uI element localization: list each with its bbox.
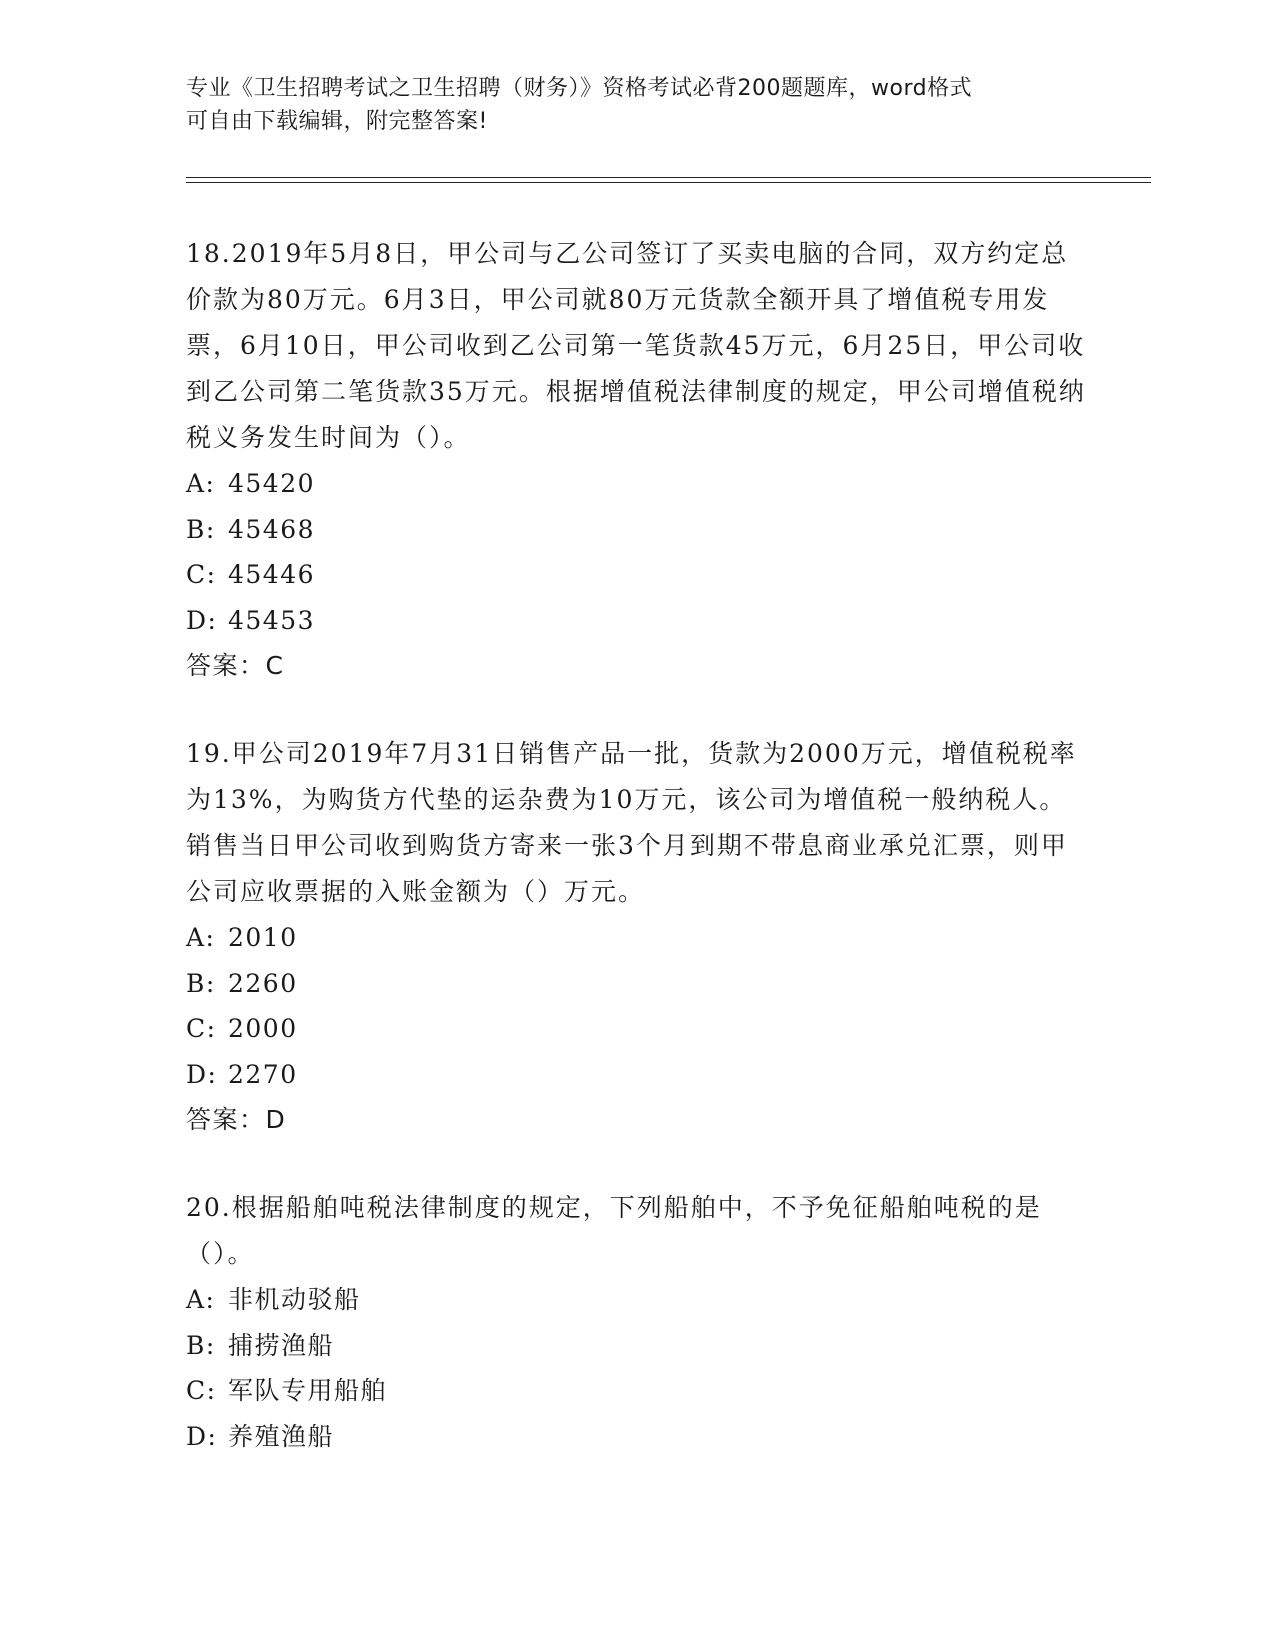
option-letter: B: bbox=[186, 1330, 216, 1360]
option-letter: A: bbox=[186, 1285, 216, 1314]
option-d bbox=[186, 1052, 1086, 1098]
option-c bbox=[186, 1006, 1086, 1052]
option-text: 45446 bbox=[228, 560, 316, 589]
option-d bbox=[186, 598, 1086, 644]
option-letter: A: bbox=[186, 469, 216, 498]
option-c bbox=[186, 552, 1086, 598]
question-20 bbox=[186, 1185, 1086, 1459]
option-letter: B: bbox=[186, 968, 216, 998]
answer-label: 答案：C bbox=[186, 651, 285, 680]
option-b bbox=[186, 1323, 1086, 1369]
option-b bbox=[186, 507, 1086, 553]
option-letter: C: bbox=[186, 1014, 217, 1043]
option-a bbox=[186, 915, 1086, 961]
option-text: 45420 bbox=[228, 469, 316, 498]
option-text: 2270 bbox=[228, 1059, 298, 1089]
option-text: 2010 bbox=[228, 923, 298, 952]
option-letter: A: bbox=[186, 923, 216, 952]
option-a bbox=[186, 461, 1086, 507]
option-text: 45453 bbox=[228, 605, 316, 635]
option-letter: D: bbox=[186, 1421, 218, 1451]
question-18 bbox=[186, 231, 1086, 689]
header-divider-bottom bbox=[186, 182, 1151, 183]
header-divider-top bbox=[186, 177, 1151, 178]
option-letter: C: bbox=[186, 1376, 217, 1405]
header-line-1: 专业《卫生招聘考试之卫生招聘（财务）》资格考试必背200题题库，word格式 bbox=[186, 76, 973, 101]
option-text: 养殖渔船 bbox=[228, 1421, 335, 1451]
option-text: 45468 bbox=[228, 514, 316, 544]
option-text: 2260 bbox=[228, 968, 298, 998]
option-text: 捕捞渔船 bbox=[228, 1330, 335, 1360]
answer-label: 答案：D bbox=[186, 1105, 287, 1134]
option-a bbox=[186, 1277, 1086, 1323]
option-text: 军队专用船舶 bbox=[228, 1376, 388, 1405]
option-c bbox=[186, 1368, 1086, 1414]
option-letter: D: bbox=[186, 605, 218, 635]
header-line-2: 可自由下载编辑，附完整答案! bbox=[186, 109, 488, 134]
option-b bbox=[186, 961, 1086, 1007]
option-text: 2000 bbox=[228, 1014, 298, 1043]
option-text: 非机动驳船 bbox=[228, 1285, 361, 1314]
option-letter: D: bbox=[186, 1059, 218, 1089]
option-d bbox=[186, 1414, 1086, 1460]
option-letter: C: bbox=[186, 560, 217, 589]
question-stem: 19.甲公司2019年7月31日销售产品一批，货款为2000万元，增值税税率为13%，为购货方代垫的运杂费为10万元，该公司为增值税一般纳税人。销售当日甲公司收到购货方寄来一张3个月到期不带息商业承兑汇票，则甲公司应收票据的入账金额为（）万元。 bbox=[186, 739, 1077, 906]
option-letter: B: bbox=[186, 514, 216, 544]
question-19 bbox=[186, 731, 1086, 1143]
question-stem: 18.2019年5月8日，甲公司与乙公司签订了买卖电脑的合同，双方约定总价款为80万元。6月3日，甲公司就80万元货款全额开具了增值税专用发票，6月10日，甲公司收到乙公司第一笔货款45万元，6月25日，甲公司收到乙公司第二笔货款35万元。根据增值税法律制度的规定，甲公司增值税纳税义务发生时间为（）。 bbox=[186, 239, 1086, 452]
document-header bbox=[186, 72, 1066, 138]
question-list bbox=[186, 231, 1086, 1501]
question-stem: 20.根据船舶吨税法律制度的规定，下列船舶中，不予免征船舶吨税的是（）。 bbox=[186, 1193, 1042, 1268]
